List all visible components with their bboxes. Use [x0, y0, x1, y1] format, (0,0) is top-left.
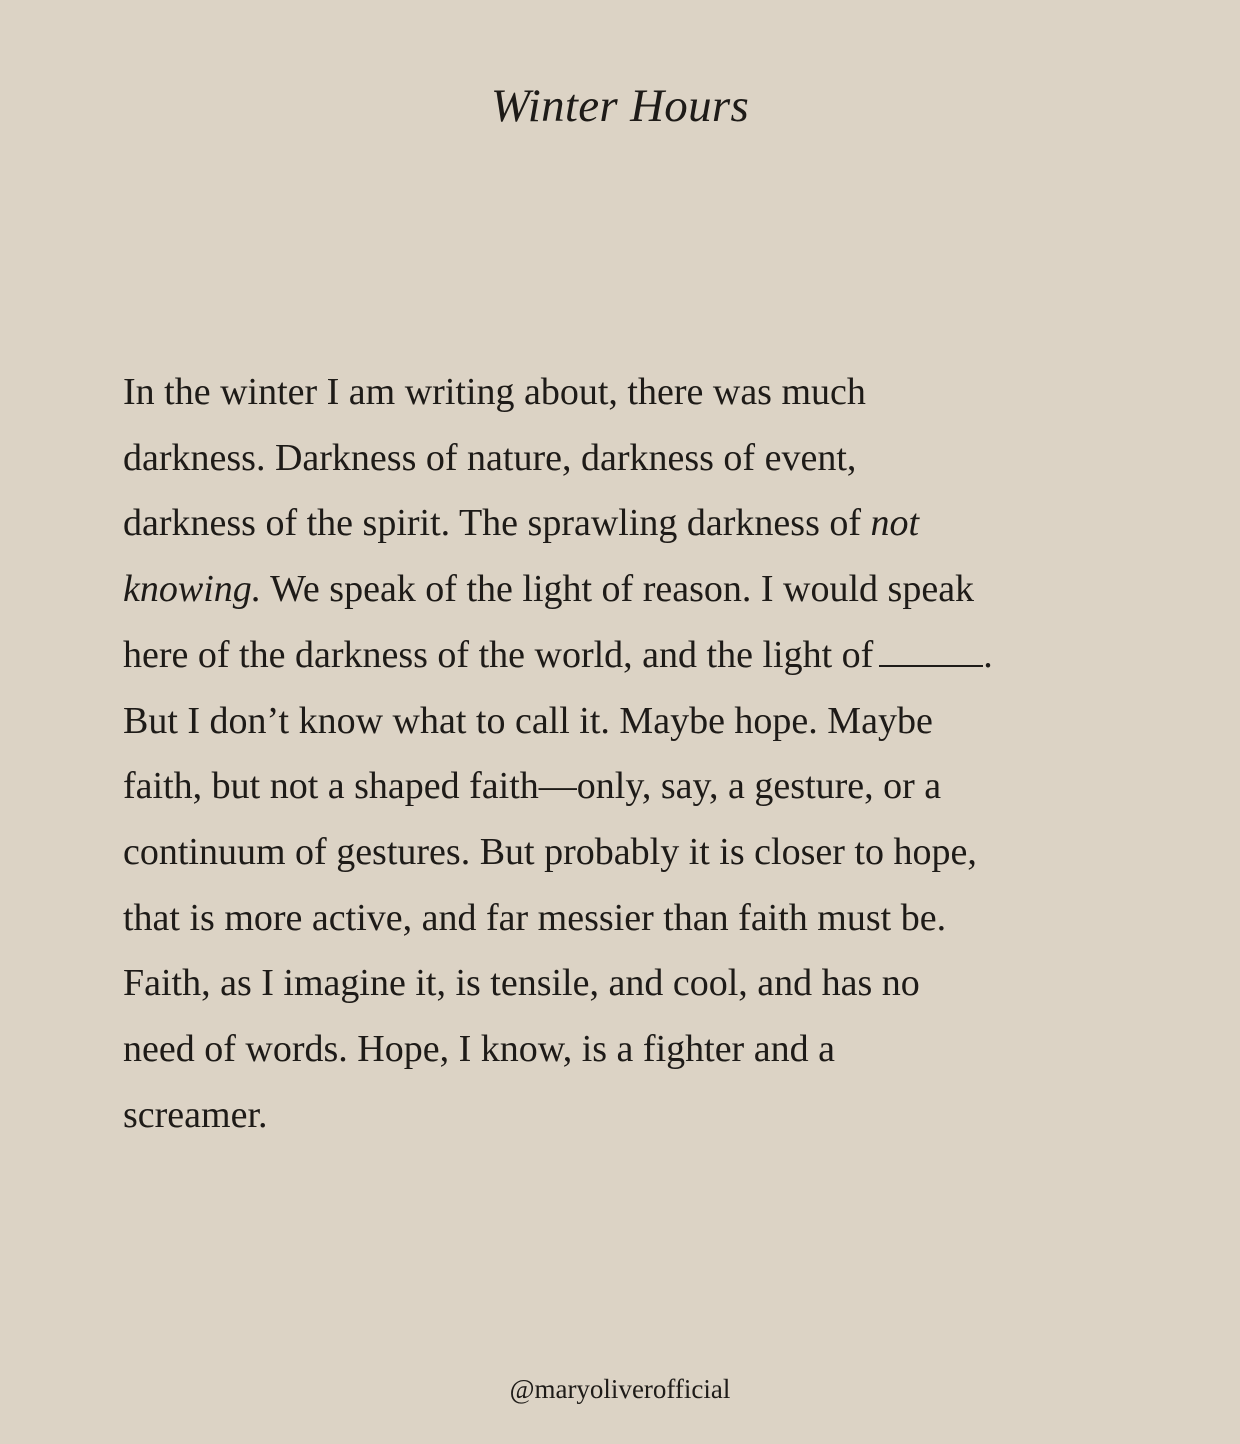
passage-line-6: But I don’t know what to call it. Maybe hope. Maybe: [123, 699, 933, 742]
fill-in-blank: [879, 664, 983, 667]
passage-line-1: In the winter I am writing about, there was much: [123, 371, 866, 413]
emphasis-not: not: [870, 502, 920, 545]
passage-line-10: Faith, as I imagine it, is tensile, and cool, and has no: [123, 962, 920, 1005]
passage-line-11: need of words. Hope, I know, is a fighter and a: [123, 1028, 835, 1071]
passage-line-4: [123, 557, 1123, 623]
quote-passage: [123, 360, 1123, 1148]
passage-line-9: that is more active, and far messier than faith must be.: [123, 896, 947, 939]
passage-line-4-text: We speak of the light of reason. I would speak: [261, 568, 975, 611]
passage-line-8: continuum of gestures. But probably it is closer to hope,: [123, 830, 977, 873]
author-handle: @maryoliverofficial: [509, 1374, 731, 1404]
passage-line-5-period: .: [983, 633, 993, 676]
passage-line-5: [123, 623, 1123, 689]
passage-line-2: darkness. Darkness of nature, darkness of event,: [123, 436, 857, 479]
passage-line-7: faith, but not a shaped faith—only, say, a gesture, or a: [123, 765, 942, 808]
emphasis-knowing: knowing.: [123, 568, 262, 611]
page-title: Winter Hours: [490, 80, 750, 132]
passage-line-3-text: darkness of the spirit. The sprawling darkness of: [123, 502, 871, 545]
passage-line-3: [123, 491, 1123, 557]
passage-line-12: screamer.: [123, 1093, 268, 1136]
passage-line-5-text: here of the darkness of the world, and the light of: [123, 633, 874, 676]
